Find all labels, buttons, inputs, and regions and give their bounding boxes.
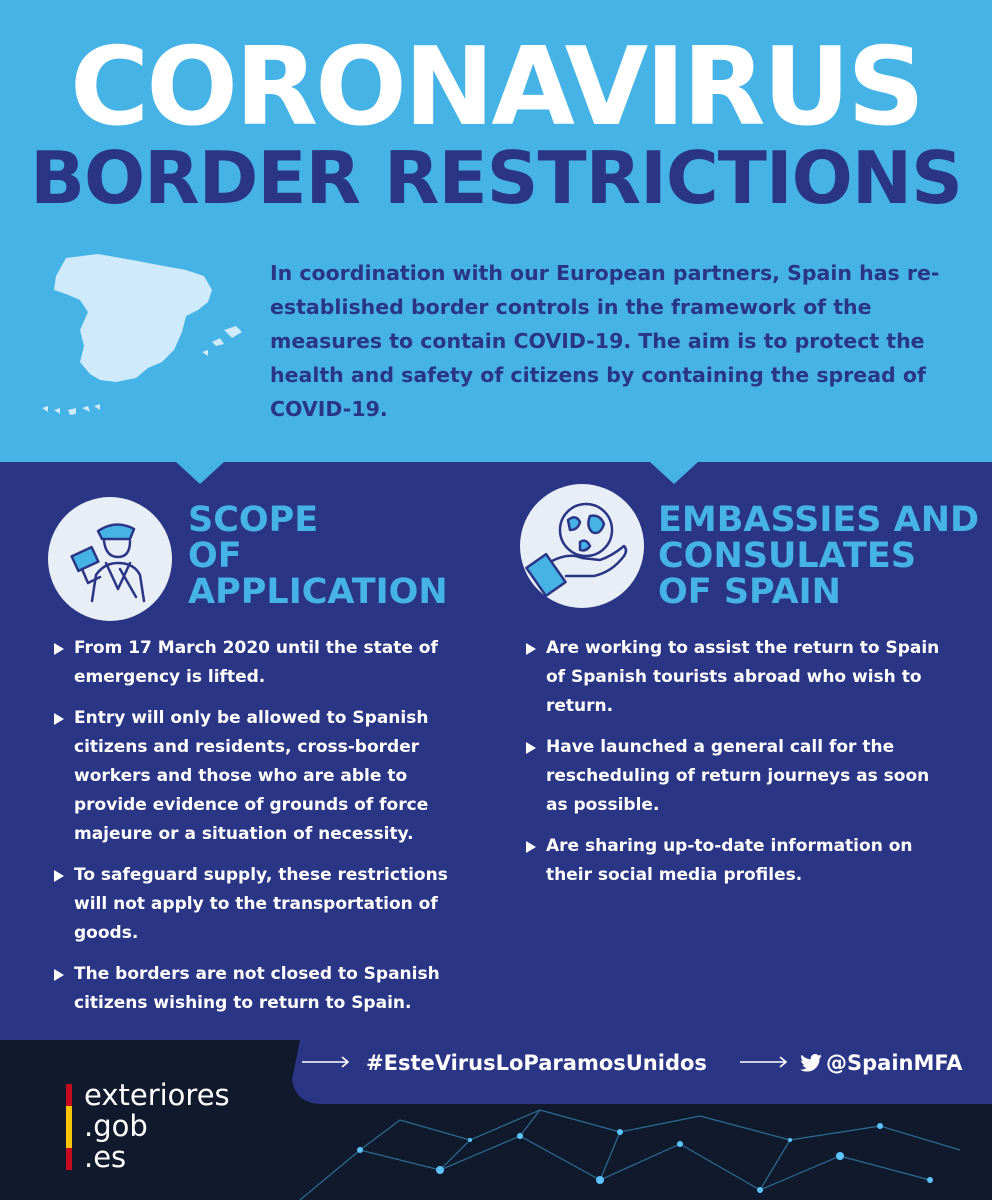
embassies-heading-line: OF SPAIN [658,572,841,612]
logo-line: .gob [84,1109,148,1143]
scope-icon-circle [48,497,172,621]
border-officer-icon [48,497,172,621]
main-title: CORONAVIRUS [69,25,923,150]
scope-bullet: The borders are not closed to Spanish citizens wishing to return to Spain. [52,960,462,1018]
logo-line: exteriores [84,1078,230,1112]
twitter-icon[interactable] [800,1054,822,1072]
embassies-bullet-list [524,634,954,902]
spanish-flag-bar [66,1084,72,1170]
globe-in-hand-icon [520,484,644,608]
intro-text: In coordination with our European partners, Spain has re-established border controls in the framework of the measures to contain COVID-19. The aim is to protect the health and safety of citizens by containing the spread of COVID-19. [270,261,940,421]
sub-title: BORDER RESTRICTIONS [30,136,962,220]
logo-line: .es [84,1140,127,1174]
embassies-bullet: Are sharing up-to-date information on their social media profiles. [524,832,954,890]
embassies-heading-line: EMBASSIES AND [658,500,980,540]
embassies-bullet: Have launched a general call for the rescheduling of return journeys as soon as possible. [524,733,954,820]
embassies-heading [658,502,979,610]
scope-heading-line: SCOPE [188,500,319,540]
scope-bullet: Entry will only be allowed to Spanish citizens and residents, cross-border workers and those who are able to provide evidence of grounds of force majeure or a situation of necessity. [52,704,462,849]
exteriores-logo [84,1080,230,1173]
embassies-bullet: Are working to assist the return to Spain of Spanish tourists abroad who wish to return. [524,634,954,721]
scope-bullet-list [52,634,462,1030]
scope-bullet: From 17 March 2020 until the state of emergency is lifted. [52,634,462,692]
spain-map-icon [36,250,256,440]
scope-heading-line: OF [188,536,242,576]
scope-bullet: To safeguard supply, these restrictions will not apply to the transportation of goods. [52,861,462,948]
embassies-icon-circle [520,484,644,608]
scope-heading [188,502,448,610]
scope-heading-line: APPLICATION [188,572,448,612]
embassies-heading-line: CONSULATES [658,536,917,576]
arrow-right-icon [300,1054,352,1070]
twitter-handle-link[interactable]: @SpainMFA [826,1051,963,1075]
hashtag-link[interactable]: #EsteVirusLoParamosUnidos [366,1051,707,1075]
pointer-notch-left [176,462,224,484]
arrow-right-icon [738,1054,790,1070]
pointer-notch-right [650,462,698,484]
